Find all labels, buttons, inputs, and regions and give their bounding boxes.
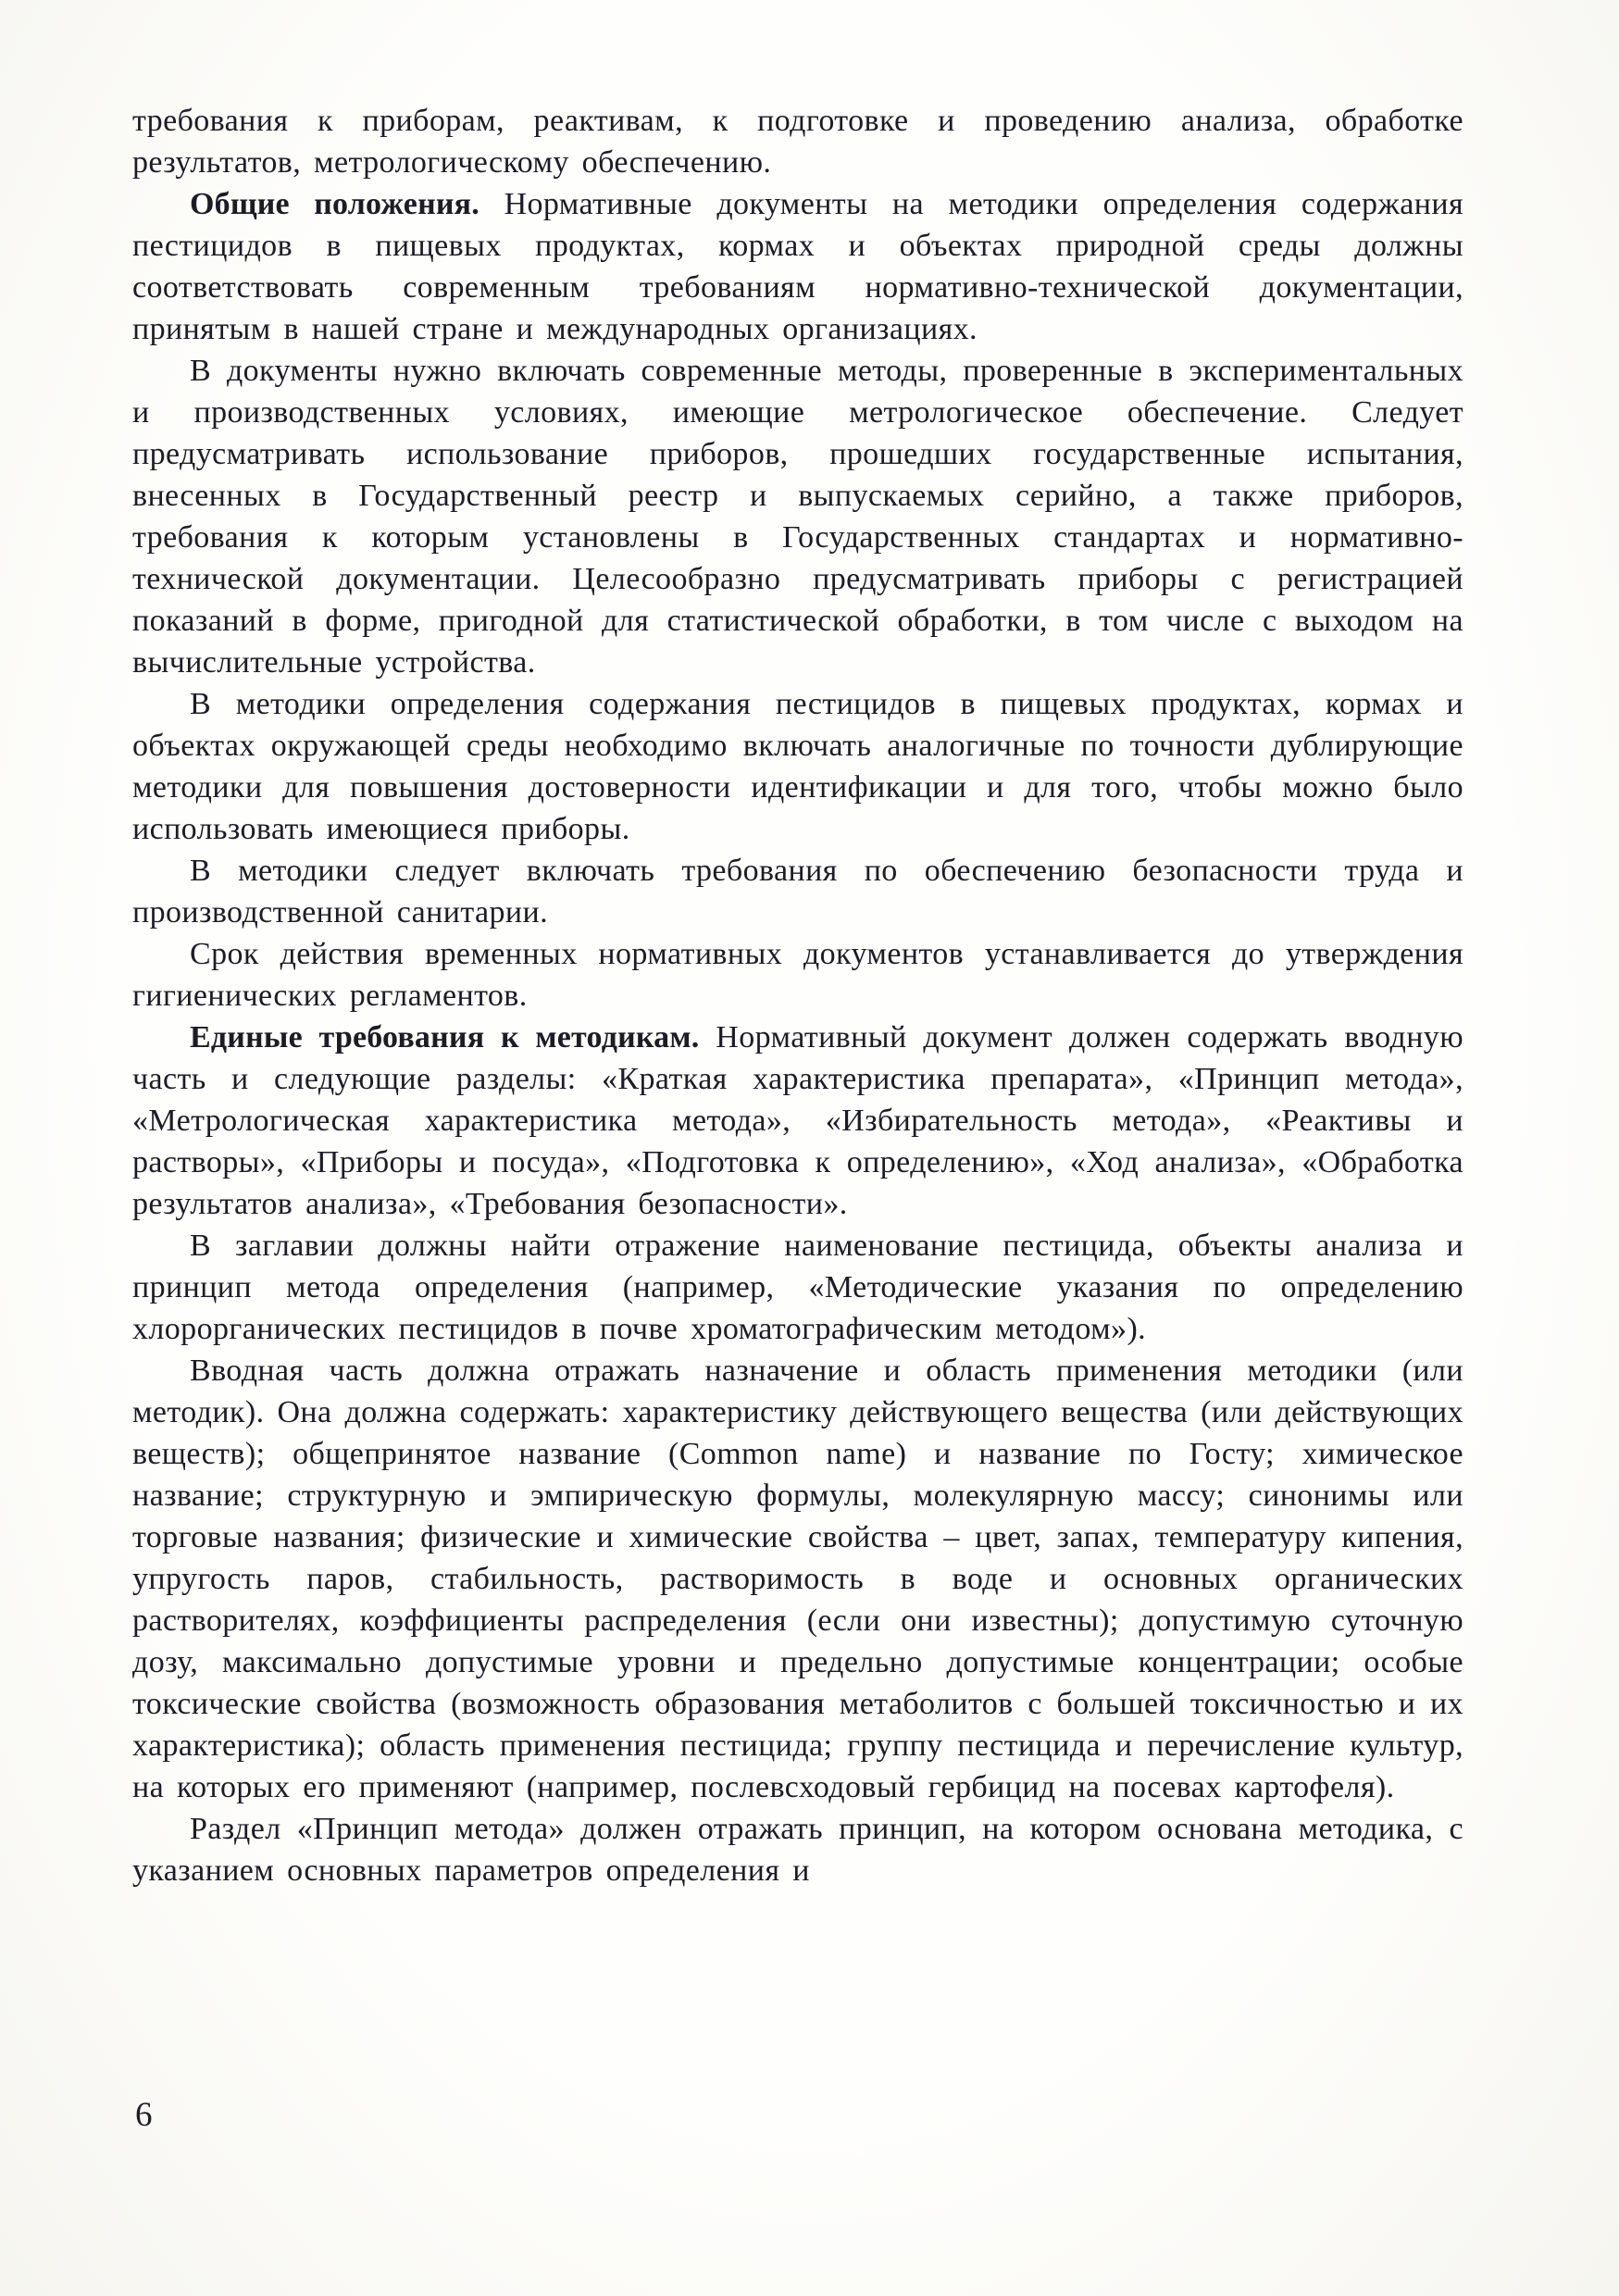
run-in-heading: Общие положения. <box>190 187 479 221</box>
run-in-heading: Единые требования к методикам. <box>190 1020 700 1054</box>
paragraph: Раздел «Принцип метода» должен отражать принцип, на котором основана методика, с указанием основных параметров определения и <box>132 1812 1463 1888</box>
paragraph: В методики следует включать требования по обеспечению безопасности труда и производственной санитарии. <box>132 854 1463 930</box>
paragraph: Вводная часть должна отражать назначение и область применения методики (или методик). Она должна содержать: характеристику действующего вещества (или действующих веществ); общепринятое название (Common name) и название по Госту; химическое название; структурную и эмпирическую формулы, молекулярную массу; синонимы или торговые названия; физические и химические свойства – цвет, запах, температуру кипения, упругость паров, стабильность, растворимость в воде и основных органических растворителях, коэффициенты распределения (если они известны); допустимую суточную дозу, максимально допустимые уровни и предельно допустимые концентрации; особые токсические свойства (возможность образования метаболитов с большей токсичностью и их характеристика); область применения пестицида; группу пестицида и перечисление культур, на которых его применяют (например, послевсходовый гербицид на посевах картофеля). <box>132 1354 1463 1804</box>
page-text <box>132 100 1463 1891</box>
paragraph: Срок действия временных нормативных документов устанавливается до утверждения гигиенических регламентов. <box>132 937 1463 1013</box>
paragraph: Единые требования к методикам. Нормативный документ должен содержать вводную часть и следующие разделы: «Краткая характеристика препарата», «Принцип метода», «Метрологическая характеристика метода», «Избирательность метода», «Реактивы и растворы», «Приборы и посуда», «Подготовка к определению», «Ход анализа», «Обработка результатов анализа», «Требования безопасности». <box>132 1020 1464 1221</box>
page-number: 6 <box>135 2096 153 2134</box>
paragraph: В заглавии должны найти отражение наименование пестицида, объекты анализа и принцип метода определения (например, «Методические указания по определению хлорорганических пестицидов в почве хроматографическим методом»). <box>132 1229 1463 1346</box>
paragraph: В документы нужно включать современные методы, проверенные в экспериментальных и производственных условиях, имеющие метрологическое обеспечение. Следует предусматривать использование приборов, прошедших государственные испытания, внесенных в Государственный реестр и выпускаемых серийно, а также приборов, требования к которым установлены в Государственных стандартах и нормативно-технической документации. Целесообразно предусматривать приборы с регистрацией показаний в форме, пригодной для статистической обработки, в том числе с выходом на вычислительные устройства. <box>132 354 1463 680</box>
paragraph: В методики определения содержания пестицидов в пищевых продуктах, кормах и объектах окружающей среды необходимо включать аналогичные по точности дублирующие методики для повышения достоверности идентификации и для того, чтобы можно было использовать имеющиеся приборы. <box>132 687 1463 846</box>
paragraph: Общие положения. Нормативные документы на методики определения содержания пестицидов в пищевых продуктах, кормах и объектах природной среды должны соответствовать современным требованиям нормативно-технической документации, принятым в нашей стране и международных организациях. <box>132 187 1463 346</box>
paragraph: требования к приборам, реактивам, к подготовке и проведению анализа, обработке результатов, метрологическому обеспечению. <box>132 104 1463 180</box>
